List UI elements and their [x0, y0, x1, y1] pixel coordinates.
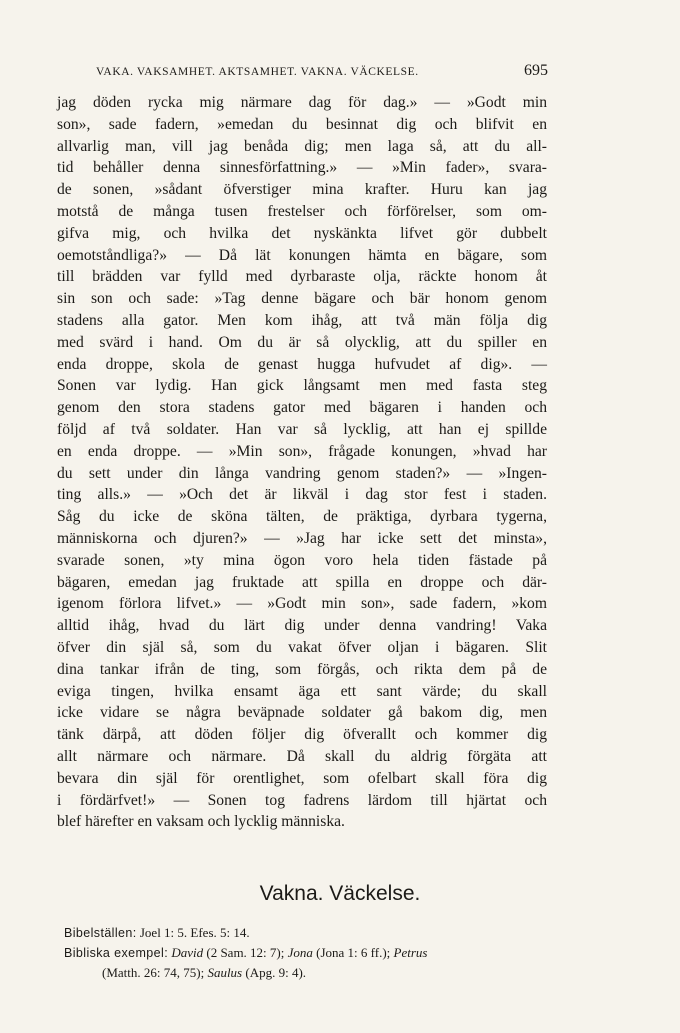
text-line: du sett under din långa vandring genom staden?» — »Ingen-	[57, 464, 547, 482]
body-paragraph	[57, 92, 547, 833]
text-line: jag döden rycka mig närmare dag för dag.» — »Godt min	[57, 94, 547, 111]
text-line: motstå de många tusen frestelser och förförelser, som om-	[57, 202, 547, 220]
text-line: bevara din själ för orentlighet, som ofelbart skall föra dig	[57, 769, 547, 787]
running-header	[96, 62, 548, 80]
text-line: tänk därpå, att döden följer dig öfverallt och kommer dig	[57, 726, 547, 744]
text-line: blef härefter en vaksam och lycklig människa.	[57, 813, 345, 831]
example-saulus-ref: (Apg. 9: 4).	[245, 965, 307, 980]
references-block	[64, 923, 564, 983]
text-line: öfver din själ så, som du vakat öfver oljan i bägaren. Slit	[57, 638, 547, 656]
text-line: stadens alla gator. Men kom ihåg, att två män följa dig	[57, 311, 547, 329]
text-line: igenom förlora lifvet.» — »Godt min son», sade fadern, »kom	[57, 595, 547, 613]
section-title: Vakna. Väckelse.	[259, 882, 421, 905]
text-line: enda droppe, skola de genast hugga hufvudet af dig». —	[57, 355, 547, 373]
text-line: i fördärfvet!» — Sonen tog fadrens lärdom till hjärtat och	[57, 791, 547, 809]
bible-passages-line	[64, 923, 564, 943]
text-line: med svärd i hand. Om du är så olycklig, att du spiller en	[57, 333, 547, 351]
example-jona-ref: (Jona 1: 6 ff.);	[316, 945, 391, 960]
example-saulus: Saulus	[207, 965, 243, 980]
text-line: allvarlig man, vill jag benåda dig; men laga så, att du all-	[57, 137, 547, 155]
text-line: alltid ihåg, hvad du lärt dig under denna vandring! Vaka	[57, 617, 547, 635]
text-line: Sonen var lydig. Han gick långsamt men med fasta steg	[57, 377, 547, 395]
example-petrus-ref: (Matth. 26: 74, 75);	[102, 965, 205, 980]
text-line: Såg du icke de sköna tälten, de präktiga, dyrbara tygerna,	[57, 508, 547, 526]
bible-examples-label: Bibliska exempel:	[64, 946, 169, 960]
text-line: dina tankar ifrån de ting, som förgås, och rikta dem på de	[57, 660, 547, 678]
example-petrus: Petrus	[393, 945, 428, 960]
text-line: ting alls.» — »Och det är likväl i dag stor fest i staden.	[57, 486, 547, 504]
text-line: allt närmare och närmare. Då skall du aldrig förgäta att	[57, 747, 547, 765]
text-line: tid behåller denna sinnesförfattning.» — »Min fader», svara-	[57, 159, 547, 177]
example-jona: Jona	[287, 945, 313, 960]
example-david: David	[171, 945, 204, 960]
text-line: eviga tingen, hvilka ensamt äga ett sant värde; du skall	[57, 682, 547, 700]
bible-examples-line	[64, 943, 564, 963]
bible-examples-continuation	[64, 963, 564, 983]
text-line: genom den stora stadens gator med bägaren i handen och	[57, 399, 547, 417]
example-david-ref: (2 Sam. 12: 7);	[206, 945, 285, 960]
text-line: de sonen, »sådant öfverstiger mina krafter. Huru kan jag	[57, 181, 547, 199]
text-line: en enda droppe. — »Min son», frågade konungen, »hvad har	[57, 442, 547, 460]
bible-passages-label: Bibelställen:	[64, 926, 137, 940]
text-line: svarade sonen, »ty mina ögon voro hela tiden fästade på	[57, 551, 547, 569]
text-line: följd af två soldater. Han var så lycklig, att han ej spillde	[57, 420, 547, 438]
text-line: människorna och djuren?» — »Jag har icke sett det minsta»,	[57, 529, 547, 547]
text-line: till brädden var fylld med dyrbaraste olja, räckte honom åt	[57, 268, 547, 286]
text-line: son», sade fadern, »emedan du besinnat dig och blifvit en	[57, 115, 547, 133]
text-line: gifva mig, och hvilka det nyskänkta lifvet gör dubbelt	[57, 224, 547, 242]
text-line: sin son och sade: »Tag denne bägare och bär honom genom	[57, 290, 547, 308]
bible-passages-text: Joel 1: 5. Efes. 5: 14.	[139, 925, 250, 940]
text-line: oemotståndliga?» — Då lät konungen hämta en bägare, som	[57, 246, 547, 264]
text-line: bägaren, emedan jag fruktade att spilla en droppe och där-	[57, 573, 547, 591]
text-line: icke vidare se några beväpnade soldater gå bakom dig, men	[57, 704, 547, 722]
page-number: 695	[524, 62, 548, 79]
running-title: VAKA. VAKSAMHET. AKTSAMHET. VAKNA. VÄCKELSE.	[96, 66, 419, 78]
